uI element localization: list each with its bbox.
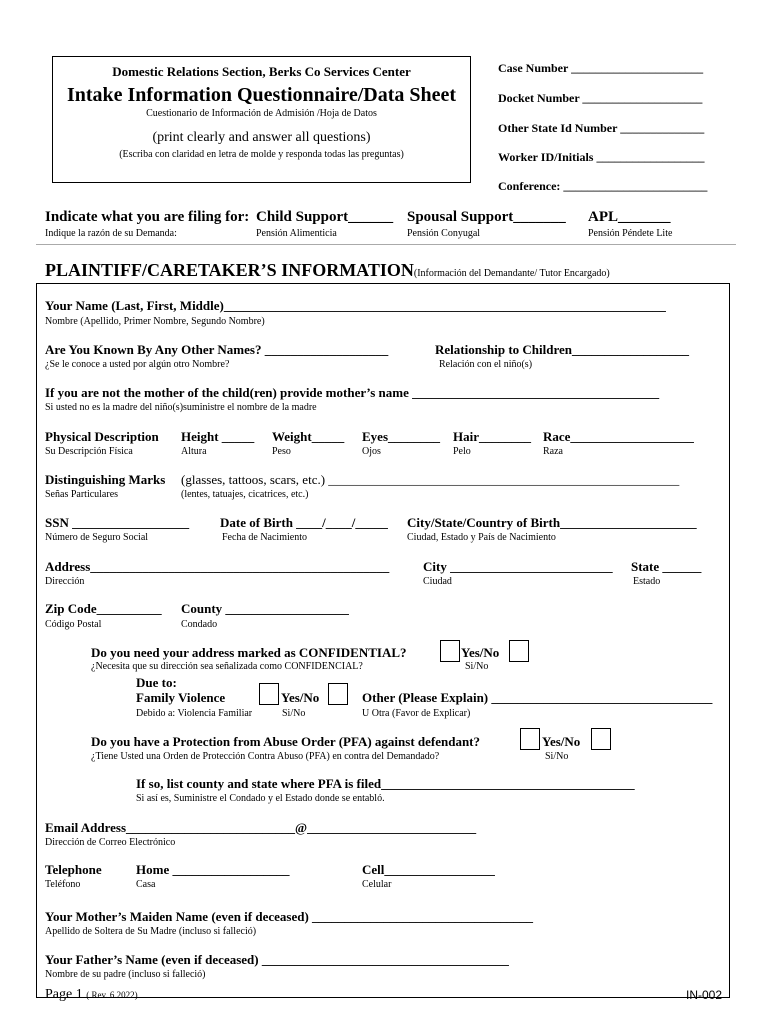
pfa-no-checkbox[interactable]	[591, 728, 611, 750]
address-es: Dirección	[45, 576, 85, 587]
weight-es: Peso	[272, 446, 291, 457]
weight-field[interactable]: Weight_____	[272, 429, 345, 444]
ssn-field[interactable]: SSN __________________	[45, 515, 190, 530]
filing-prompt-es: Indique la razón de su Demanda:	[45, 228, 177, 239]
pfa-county-field[interactable]: If so, list county and state where PFA is filed_______________________________________	[136, 776, 635, 791]
family-violence-yes-no-es: Si/No	[282, 708, 306, 719]
docket-number-field[interactable]: Docket Number ____________________	[498, 91, 703, 105]
county-field[interactable]: County ___________________	[181, 601, 349, 616]
pfa-yes-no-es: Si/No	[545, 751, 569, 762]
mother-name-field[interactable]: If you are not the mother of the child(ren) provide mother’s name ______________________________________	[45, 385, 660, 400]
apl-field[interactable]: APL_______	[588, 209, 671, 225]
eyes-field[interactable]: Eyes________	[362, 429, 440, 444]
zip-code-field[interactable]: Zip Code__________	[45, 601, 162, 616]
state-field[interactable]: State ______	[631, 559, 702, 574]
other-state-id-field[interactable]: Other State Id Number ______________	[498, 121, 705, 135]
name-es: Nombre (Apellido, Primer Nombre, Segundo Nombre)	[45, 316, 265, 327]
page-title: Intake Information Questionnaire/Data Sheet	[66, 84, 457, 106]
ssn-es: Número de Seguro Social	[45, 532, 149, 543]
confidential-question: Do you need your address marked as CONFIDENTIAL?	[91, 645, 407, 660]
pfa-yes-no-label: Yes/No	[542, 734, 581, 749]
email-field[interactable]: Email Address__________________________@__________________________	[45, 820, 477, 835]
telephone-label: Telephone	[45, 862, 102, 877]
cell-phone-es: Celular	[362, 879, 392, 890]
section-title: PLAINTIFF/CARETAKER’S INFORMATION(Información del Demandante/ Tutor Encargado)	[45, 260, 610, 280]
home-phone-es: Casa	[136, 879, 156, 890]
email-es: Dirección de Correo Electrónico	[45, 837, 176, 848]
spousal-support-es: Pensión Conyugal	[407, 228, 481, 239]
distinguishing-marks-detail-es: (lentes, tatuajes, cicatrices, etc.)	[181, 489, 309, 500]
family-violence-no-checkbox[interactable]	[328, 683, 348, 705]
office-name: Domestic Relations Section, Berks Co Services Center	[112, 64, 411, 79]
pfa-yes-checkbox[interactable]	[520, 728, 540, 750]
other-names-es: ¿Se le conoce a usted por algún otro Nombre?	[45, 359, 230, 370]
relationship-es: Relación con el niño(s)	[439, 359, 533, 370]
hair-es: Pelo	[453, 446, 471, 457]
divider	[36, 244, 736, 245]
family-violence-yes-no-label: Yes/No	[281, 690, 320, 705]
pfa-question: Do you have a Protection from Abuse Order (PFA) against defendant?	[91, 734, 481, 749]
birthplace-field[interactable]: City/State/Country of Birth_____________________	[407, 515, 697, 530]
mother-maiden-name-field[interactable]: Your Mother’s Maiden Name (even if deceased) __________________________________	[45, 909, 534, 924]
confidential-yes-no-es: Si/No	[465, 661, 489, 672]
physical-description-label: Physical Description	[45, 429, 159, 444]
father-name-field[interactable]: Your Father’s Name (even if deceased) ______________________________________	[45, 952, 509, 967]
physical-description-es: Su Descripción Física	[45, 446, 133, 457]
date-of-birth-field[interactable]: Date of Birth ____/____/_____	[220, 515, 388, 530]
pfa-question-es: ¿Tiene Usted una Orden de Protección Contra Abuso (PFA) en contra del Demandado?	[91, 751, 440, 762]
city-field[interactable]: City _________________________	[423, 559, 613, 574]
name-field[interactable]: Your Name (Last, First, Middle)____________________________________________________________________	[45, 298, 666, 313]
pfa-county-es: Si así es, Suministre el Condado y el Estado donde se entabló.	[136, 793, 385, 804]
instruction: (print clearly and answer all questions)	[152, 130, 371, 145]
family-violence-label: Family Violence	[136, 690, 226, 705]
father-name-es: Nombre de su padre (incluso si falleció)	[45, 969, 206, 980]
revision: ( Rev. 6.2022)	[86, 990, 138, 1000]
confidential-yes-checkbox[interactable]	[440, 640, 460, 662]
confidential-question-es: ¿Necesita que su dirección sea señalizada como CONFIDENCIAL?	[91, 661, 363, 672]
confidential-no-checkbox[interactable]	[509, 640, 529, 662]
zip-code-es: Código Postal	[45, 619, 102, 630]
confidential-yes-no-label: Yes/No	[461, 645, 500, 660]
worker-id-field[interactable]: Worker ID/Initials __________________	[498, 150, 705, 164]
spousal-support-field[interactable]: Spousal Support_______	[407, 209, 566, 225]
other-names-field[interactable]: Are You Known By Any Other Names? ___________________	[45, 342, 389, 357]
family-violence-es: Debido a: Violencia Familiar	[136, 708, 253, 719]
height-es: Altura	[181, 446, 207, 457]
apl-es: Pensión Péndete Lite	[588, 228, 673, 239]
page-title-es: Cuestionario de Información de Admisión /Hoja de Datos	[146, 108, 377, 119]
due-to-label: Due to:	[136, 675, 177, 690]
relationship-field[interactable]: Relationship to Children__________________	[435, 342, 690, 357]
birthplace-es: Ciudad, Estado y País de Nacimiento	[407, 532, 556, 543]
hair-field[interactable]: Hair________	[453, 429, 531, 444]
family-violence-yes-checkbox[interactable]	[259, 683, 279, 705]
date-of-birth-es: Fecha de Nacimiento	[222, 532, 307, 543]
instruction-es: (Escriba con claridad en letra de molde y responda todas las preguntas)	[119, 149, 404, 160]
distinguishing-marks-es: Señas Particulares	[45, 489, 119, 500]
mother-name-es: Si usted no es la madre del niño(s)suministre el nombre de la madre	[45, 402, 317, 413]
form-id: IN-002	[686, 988, 723, 1002]
section-title-es: (Información del Demandante/ Tutor Encargado)	[413, 268, 610, 279]
child-support-field[interactable]: Child Support______	[256, 209, 394, 225]
distinguishing-marks-label: Distinguishing Marks	[45, 472, 166, 487]
state-es: Estado	[633, 576, 661, 587]
mother-maiden-name-es: Apellido de Soltera de Su Madre (incluso si falleció)	[45, 926, 257, 937]
other-explain-es: U Otra (Favor de Explicar)	[362, 708, 471, 719]
cell-phone-field[interactable]: Cell_________________	[362, 862, 495, 877]
race-es: Raza	[543, 446, 563, 457]
filing-prompt: Indicate what you are filing for:	[45, 209, 250, 225]
telephone-es: Teléfono	[45, 879, 81, 890]
other-explain-field[interactable]: Other (Please Explain) __________________________________	[362, 690, 713, 705]
city-es: Ciudad	[423, 576, 452, 587]
race-field[interactable]: Race___________________	[543, 429, 694, 444]
height-field[interactable]: Height _____	[181, 429, 255, 444]
conference-field[interactable]: Conference: ________________________	[498, 179, 708, 193]
page-number: Page 1 ( Rev. 6.2022)	[45, 987, 138, 1002]
child-support-es: Pensión Alimenticia	[256, 228, 337, 239]
home-phone-field[interactable]: Home __________________	[136, 862, 290, 877]
eyes-es: Ojos	[362, 446, 381, 457]
case-number-field[interactable]: Case Number ______________________	[498, 61, 704, 75]
address-field[interactable]: Address______________________________________________	[45, 559, 390, 574]
distinguishing-marks-field[interactable]: (glasses, tattoos, scars, etc.) ______________________________________________________	[181, 472, 680, 487]
county-es: Condado	[181, 619, 218, 630]
